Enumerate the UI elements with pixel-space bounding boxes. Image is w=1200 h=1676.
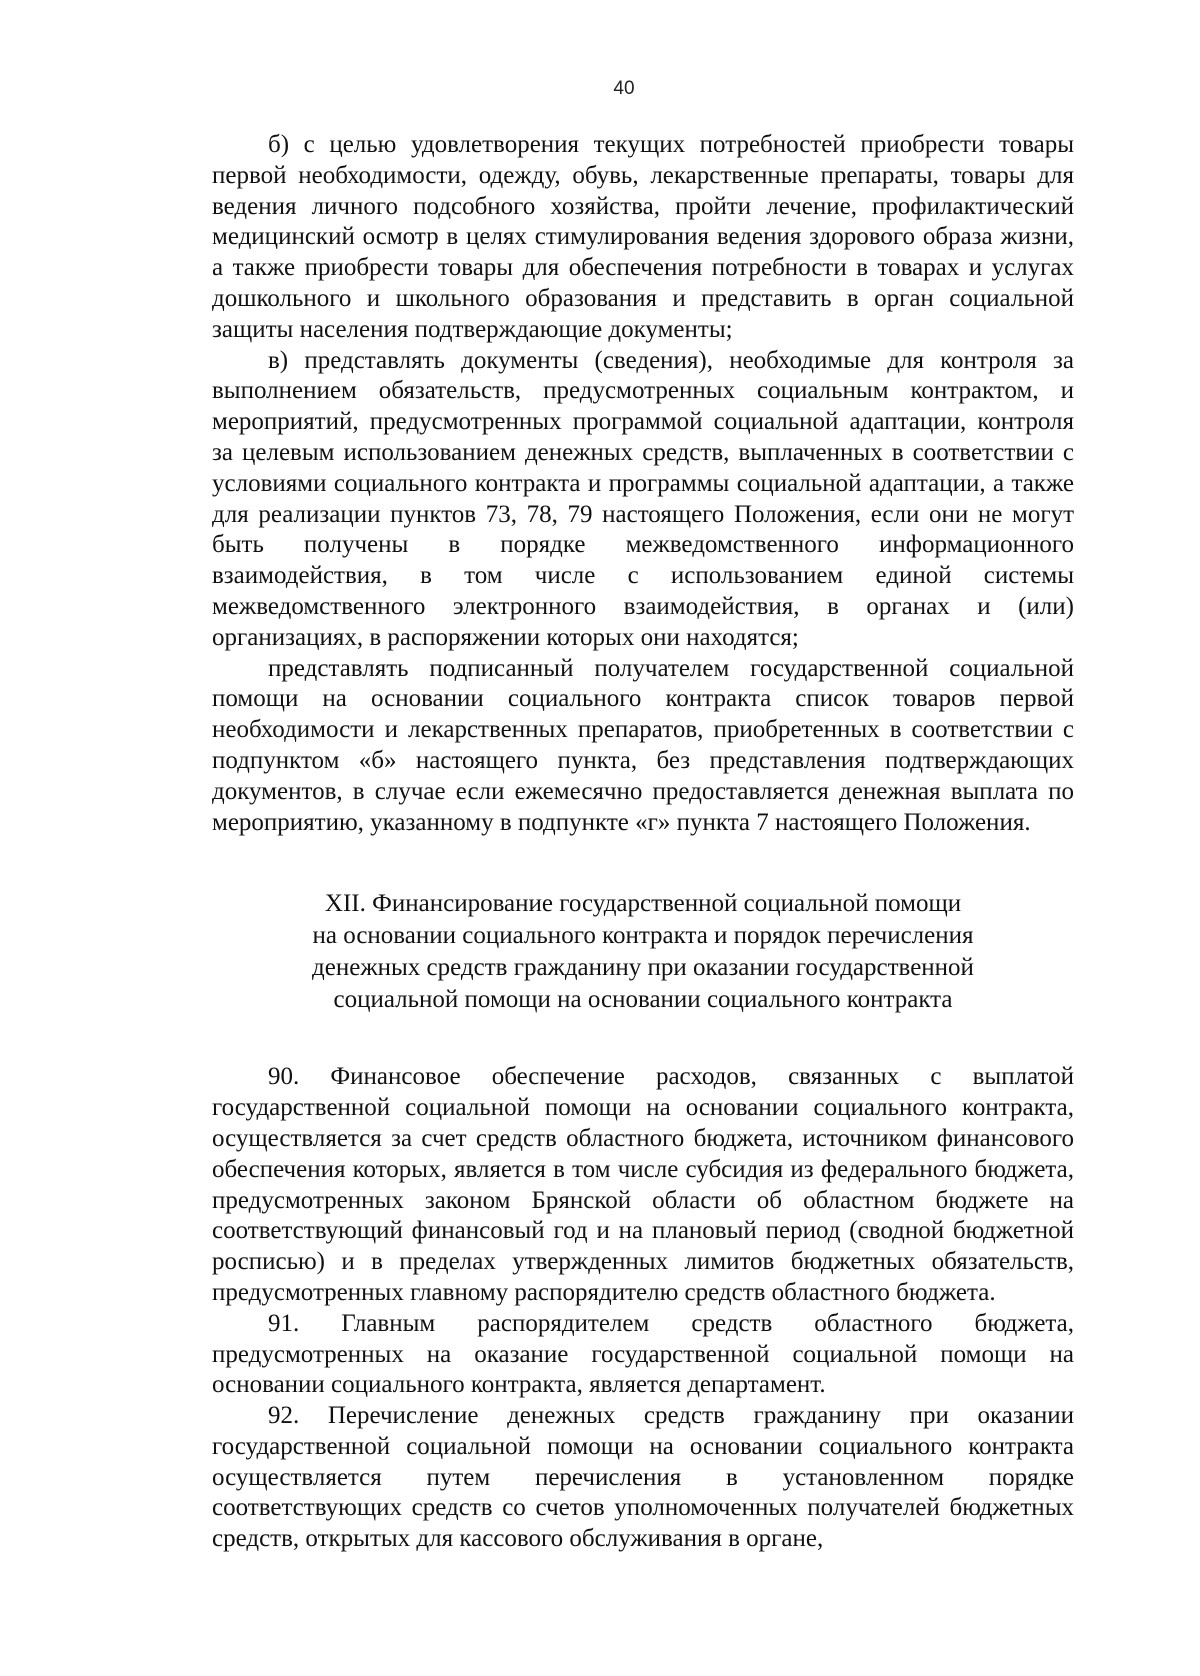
section-heading-line: денежных средств гражданину при оказании государственной <box>312 954 974 982</box>
paragraph-91: 91. Главным распорядителем средств областного бюджета, предусмотренных на оказание государственной социальной помощи на основании социального контракта, является департамент. <box>212 1309 1074 1399</box>
section-heading-line: социальной помощи на основании социального контракта <box>333 986 953 1014</box>
paragraph-subitem-v: в) представлять документы (сведения), необходимые для контроля за выполнением обязательств, предусмотренных социальным контрактом, и мероприятий, предусмотренных программой социальной адаптации, контроля за целевым использованием денежных средств, выплаченных в соответствии с условиями социального контракта и программы социальной адаптации, а также для реализации пунктов 73, 78, 79 настоящего Положения, если они не могут быть получены в порядке межведомственного информационного взаимодействия, в том числе с использованием единой системы межведомственного электронного взаимодействия, в органах и (или) организациях, в распоряжении которых они находятся; <box>212 346 1074 651</box>
section-heading-line: на основании социального контракта и порядок перечисления <box>312 922 974 950</box>
section-heading <box>273 888 1013 1016</box>
document-body <box>212 130 1074 1555</box>
paragraph-92: 92. Перечисление денежных средств гражданину при оказании государственной социальной помощи на основании социального контракта осуществляется путем перечисления в установленном порядке соответствующих средств со счетов уполномоченных получателей бюджетных средств, открытых для кассового обслуживания в органе, <box>212 1402 1074 1553</box>
page-number: 40 <box>613 78 635 99</box>
paragraph-list-submission: представлять подписанный получателем государственной социальной помощи на основании социального контракта список товаров первой необходимости и лекарственных препаратов, приобретенных в соответствии с подпунктом «б» настоящего пункта, без представления подтверждающих документов, в случае если ежемесячно предоставляется денежная выплата по мероприятию, указанному в подпункте «г» пункта 7 настоящего Положения. <box>212 654 1074 836</box>
section-heading-line: XII. Финансирование государственной социальной помощи <box>324 890 962 918</box>
paragraph-subitem-b: б) с целью удовлетворения текущих потребностей приобрести товары первой необходимости, одежду, обувь, лекарственные препараты, товары для ведения личного подсобного хозяйства, пройти лечение, профилактический медицинский осмотр в целях стимулирования ведения здорового образа жизни, а также приобрести товары для обеспечения потребности в товарах и услугах дошкольного и школьного образования и представить в орган социальной защиты населения подтверждающие документы; <box>212 131 1074 343</box>
paragraph-90: 90. Финансовое обеспечение расходов, связанных с выплатой государственной социальной помощи на основании социального контракта, осуществляется за счет средств областного бюджета, источником финансового обеспечения которых, является в том числе субсидия из федерального бюджета, предусмотренных законом Брянской области об областном бюджете на соответствующий финансовый год и на плановый период (сводной бюджетной росписью) и в пределах утвержденных лимитов бюджетных обязательств, предусмотренных главному распорядителю средств областного бюджета. <box>212 1063 1074 1306</box>
